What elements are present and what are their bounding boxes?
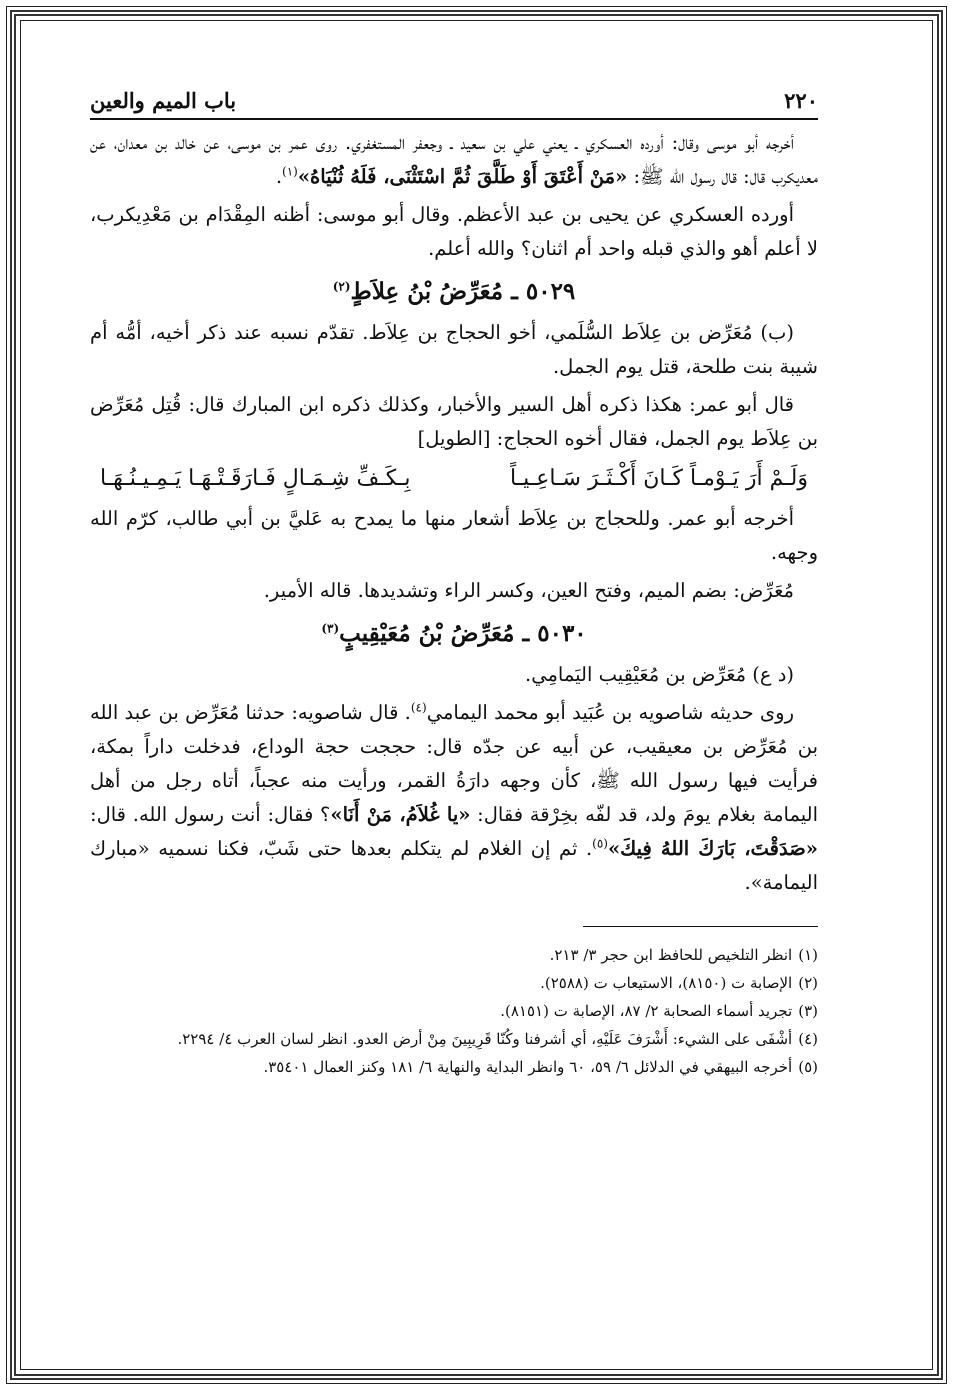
footnote-number: (٣) (798, 1002, 818, 1020)
entry-title-5030 (90, 616, 818, 652)
footnote-text: تجريد أسماء الصحابة ٢/ ٨٧، الإصابة ت (٨١٥١). (500, 1002, 793, 1020)
footnote-3 (90, 997, 818, 1025)
footnote-number: (٥) (798, 1058, 818, 1076)
hadith-quote: «صَدَقْتَ، بَارَكَ اللهُ فِيكَ» (607, 837, 818, 860)
footnote-4 (90, 1025, 818, 1053)
entry1-paragraph-1: (ب) مُعَرِّض بن عِلاَط السُّلَمي، أخو الحجاج بن عِلاَط. تقدّم نسبه عند ذكر أخيه، أمُّه أم شيبة بنت طلحة، قتل يوم الجمل. (90, 321, 818, 378)
chapter-title: باب الميم والعين (90, 88, 237, 113)
entry2-paragraph-1: (د ع) مُعَرِّض بن مُعَيْقِيب اليَمامِي. (525, 663, 794, 686)
entry-title-text: ٥٠٢٩ ـ مُعَرِّضُ بْنُ عِلاَطٍ (350, 278, 576, 305)
footnote-number: (١) (798, 946, 818, 964)
footnote-number: (٤) (798, 1030, 818, 1048)
footnote-text: أخرجه البيهقي في الدلائل ٦/ ٥٩، ٦٠ وانظر البداية والنهاية ٦/ ١٨١ وكنز العمال ٣٥٤٠١. (263, 1058, 793, 1076)
hadith-quote: «يا غُلاَمُ، مَنْ أَنَا» (330, 803, 471, 826)
footnote-2 (90, 969, 818, 997)
entry-title-text: ٥٠٣٠ ـ مُعَرِّضُ بْنُ مُعَيْقِيبٍ (339, 620, 587, 647)
paragraph-text: . ثم إن الغلام لم يتكلم بعدها حتى شَبّ، فكنا نسميه «مبارك اليمامة». (90, 837, 818, 894)
paragraph-text: أخرجه أبو موسى وقال: أورده العسكري ـ يعني علي بن سعيد ـ وجعفر المستغفري. روى عمر بن موسى، عن خالد بن معدان، عن معديكرب قال: قال رسول الله ﷺ: (90, 131, 818, 188)
hadith-quote: «مَنْ أَعْتَقَ أَوْ طَلَّقَ ثُمَّ اسْتَثْنَى، فَلَهُ ثُنْيَاهُ» (297, 165, 628, 188)
footnote-ref: (٢) (332, 279, 351, 294)
footnote-text: الإصابة ت (٨١٥٠)، الاستيعاب ت (٢٥٨٨). (540, 974, 793, 992)
footnote-1 (90, 941, 818, 969)
page-number: ٢٢٠ (784, 88, 818, 113)
paragraph-2: أورده العسكري عن يحيى بن عبد الأعظم. وقال أبو موسى: أظنه المِقْدَام بن مَعْدِيكرب، لا أعلم أهو والذي قبله واحد أم اثنان؟ والله أعلم. (90, 203, 818, 260)
footnote-number: (٢) (798, 974, 818, 992)
footnote-text: أشْفَى على الشيء: أَشْرَفَ عَلَيْهِ، أي أشرفنا وكُنّا قَرِيبِينَ مِنْ أرض العدو. انظر لسان العرب ٤/ ٢٢٩٤. (177, 1030, 793, 1048)
paragraph-end: . (275, 165, 283, 188)
footnotes (90, 941, 818, 1081)
paragraph-1 (90, 126, 818, 194)
footnote-ref: (٥) (592, 836, 608, 851)
footnote-divider (583, 926, 818, 927)
paragraph-text: روى حديثه شاصويه بن عُبَيد أبو محمد اليمامي (426, 701, 794, 724)
entry1-paragraph-3: أخرجه أبو عمر. وللحجاج بن عِلاَط أشعار منها ما يمدح به عَليَّ بن أبي طالب، كرّم الله وجهه. (90, 507, 818, 564)
page-content (90, 88, 818, 1081)
paragraph-text: ؟ فقال: أنت رسول الله. قال: (90, 803, 331, 826)
footnote-ref: (٣) (321, 621, 340, 636)
entry1-paragraph-4: مُعَرِّض: بضم الميم، وفتح العين، وكسر الراء وتشديدها. قاله الأمير. (263, 579, 794, 602)
footnote-5 (90, 1053, 818, 1081)
entry-title-5029 (90, 274, 818, 310)
footnote-text: انظر التلخيص للحافظ ابن حجر ٣/ ٢١٣. (549, 946, 793, 964)
poem-verse (90, 456, 818, 502)
page-header (90, 88, 818, 120)
poem-second-hemistich: بِـكَـفِّ شِـمَـالٍ فَـارَقَـتْـهَـا يَـمِـيـنُـهَـا (100, 466, 411, 491)
paragraph-text: . قال شاصويه: حدثنا مُعَرِّض بن عبد الله بن مُعَرِّض بن معيقيب، عن أبيه عن جدّه قال: حججت حجة الوداع، فدخلت داراً بمكة، فرأيت فيها رسول الله ﷺ، كأن وجهه دارَةُ القمر، ورأيت منه عجباً، أتاه رجل من أهل اليمامة بغلام يومَ ولد، قد لفّه بخِرْقة فقال: (90, 701, 818, 826)
footnote-ref: (٤) (410, 700, 427, 715)
entry1-paragraph-2: قال أبو عمر: هكذا ذكره أهل السير والأخبار، وكذلك ذكره ابن المبارك قال: قُتِل مُعَرِّض بن عِلاَط يوم الجمل، فقال أخوه الحجاج: [الطويل] (90, 393, 818, 450)
entry2-paragraph-2 (90, 696, 818, 900)
poem-first-hemistich: وَلَـمْ أَرَ يَـوْمـاً كَـانَ أَكْـثَـرَ سَـاعِـيـاً (510, 466, 808, 491)
footnote-ref: (١) (282, 164, 298, 179)
